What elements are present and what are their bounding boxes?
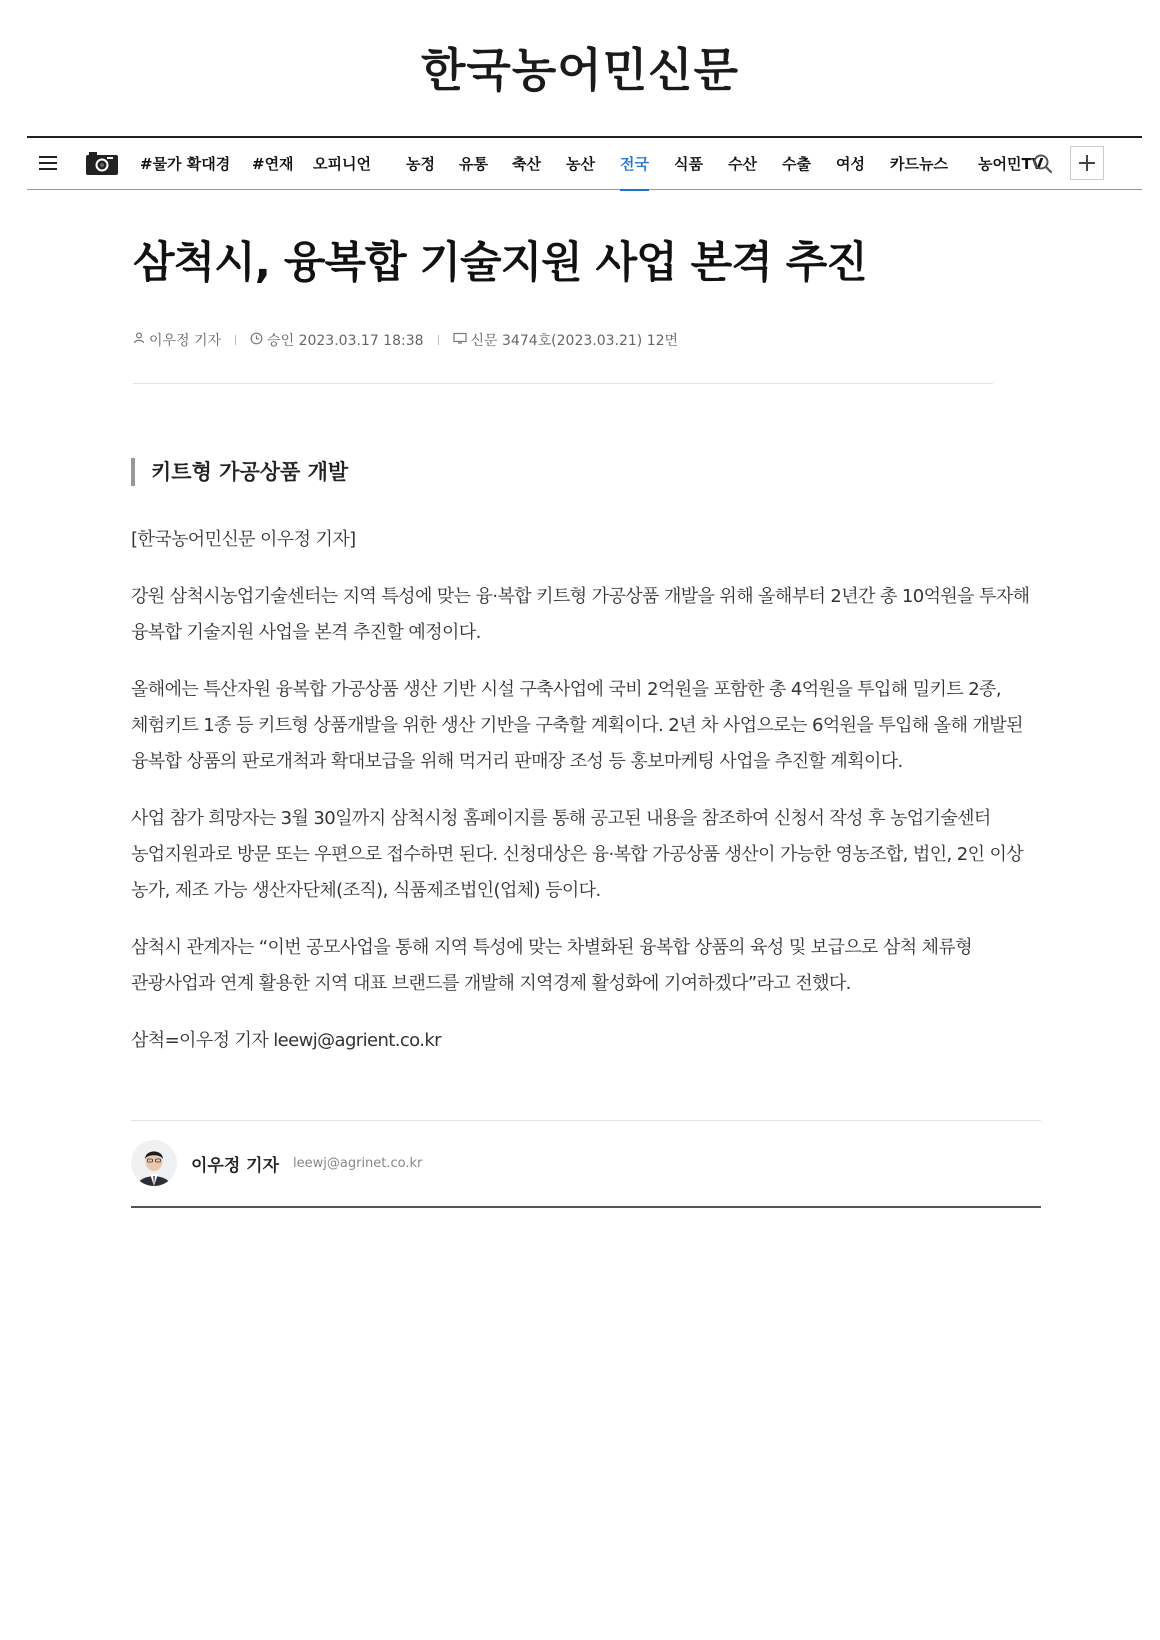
nav-item-opinion[interactable]: 오피니언 xyxy=(313,155,371,173)
meta-author[interactable]: 이우정 기자 xyxy=(149,333,222,349)
nav-item-price-magnifier[interactable]: #물가 확대경 xyxy=(140,155,231,173)
nav-item-agriculture[interactable]: 농산 xyxy=(566,155,595,173)
nav-item-livestock[interactable]: 축산 xyxy=(512,155,541,173)
nav-item-export[interactable]: 수출 xyxy=(782,155,811,173)
nav-item-series[interactable]: #연재 xyxy=(252,155,294,173)
article-paragraph: 강원 삼척시농업기술센터는 지역 특성에 맞는 융·복합 키트형 가공상품 개발을 위해 올해부터 2년간 총 10억원을 투자해 융복합 기술지원 사업을 본격 추진할 예정이다. xyxy=(131,586,1030,643)
person-icon xyxy=(133,332,145,348)
search-icon[interactable] xyxy=(1030,151,1056,177)
clock-icon xyxy=(250,332,263,349)
article-byline: [한국농어민신문 이우정 기자] xyxy=(131,529,356,550)
masthead xyxy=(0,34,1160,100)
newspaper-icon xyxy=(453,332,467,348)
nav-item-agri-policy[interactable]: 농정 xyxy=(406,155,435,173)
author-avatar[interactable] xyxy=(131,1140,177,1186)
plus-icon[interactable] xyxy=(1070,146,1104,180)
nav-item-food[interactable]: 식품 xyxy=(674,155,703,173)
author-name[interactable]: 이우정 기자 xyxy=(191,1155,280,1176)
main-nav xyxy=(27,136,1142,190)
article-headline: 삼척시, 융복합 기술지원 사업 본격 추진 xyxy=(133,238,867,288)
meta-separator xyxy=(235,335,236,345)
nav-item-card-news[interactable]: 카드뉴스 xyxy=(890,155,948,173)
camera-icon[interactable] xyxy=(85,150,119,176)
author-divider xyxy=(131,1120,1041,1121)
nav-item-women[interactable]: 여성 xyxy=(836,155,865,173)
author-email[interactable]: leewj@agrinet.co.kr xyxy=(293,1155,423,1171)
article-paragraph: 삼척시 관계자는 “이번 공모사업을 통해 지역 특성에 맞는 차별화된 융복합 상품의 육성 및 보급으로 삼척 체류형 관광사업과 연계 활용한 지역 대표 브랜드를 개발해 지역경제 활성화에 기여하겠다”라고 전했다. xyxy=(131,937,973,994)
meta-paper-issue: 신문 3474호(2023.03.21) 12면 xyxy=(470,333,679,349)
menu-icon[interactable] xyxy=(39,156,57,170)
nav-item-tv[interactable]: 농어민TV xyxy=(978,155,1044,173)
article-paragraph: 올해에는 특산자원 융복합 가공상품 생산 기반 시설 구축사업에 국비 2억원을 포함한 총 4억원을 투입해 밀키트 2종, 체험키트 1종 등 키트형 상품개발을 위한 생산 기반을 구축할 계획이다. 2년 차 사업으로는 6억원을 투입해 올해 개발된 융복합 상품의 판로개척과 확대보급을 위해 먹거리 판매장 조성 등 홍보마케팅 사업을 추진할 계획이다. xyxy=(131,679,1023,772)
nav-item-distribution[interactable]: 유통 xyxy=(459,155,488,173)
article-body xyxy=(131,522,1041,1080)
site-logo[interactable]: 한국농어민신문 xyxy=(420,43,740,97)
nav-item-nationwide[interactable]: 전국 xyxy=(620,138,649,190)
article-paragraph: 사업 참가 희망자는 3월 30일까지 삼척시청 홈페이지를 통해 공고된 내용을 참조하여 신청서 작성 후 농업기술센터 농업지원과로 방문 또는 우편으로 접수하면 된다. 신청대상은 융·복합 가공상품 생산이 가능한 영농조합, 법인, 2인 이상 농가, 제조 가능 생산자단체(조직), 식품제조법인(업체) 등이다. xyxy=(131,808,1024,901)
meta-separator xyxy=(438,335,439,345)
article-meta xyxy=(133,330,678,350)
author-box xyxy=(131,1140,422,1186)
article-bottom-rule xyxy=(131,1206,1041,1208)
article-signature: 삼척=이우정 기자 leewj@agrient.co.kr xyxy=(131,1030,441,1051)
meta-approved-date: 승인 2023.03.17 18:38 xyxy=(267,333,424,349)
article-subhead: 키트형 가공상품 개발 xyxy=(131,458,348,486)
nav-item-fisheries[interactable]: 수산 xyxy=(728,155,757,173)
meta-divider xyxy=(133,383,993,384)
